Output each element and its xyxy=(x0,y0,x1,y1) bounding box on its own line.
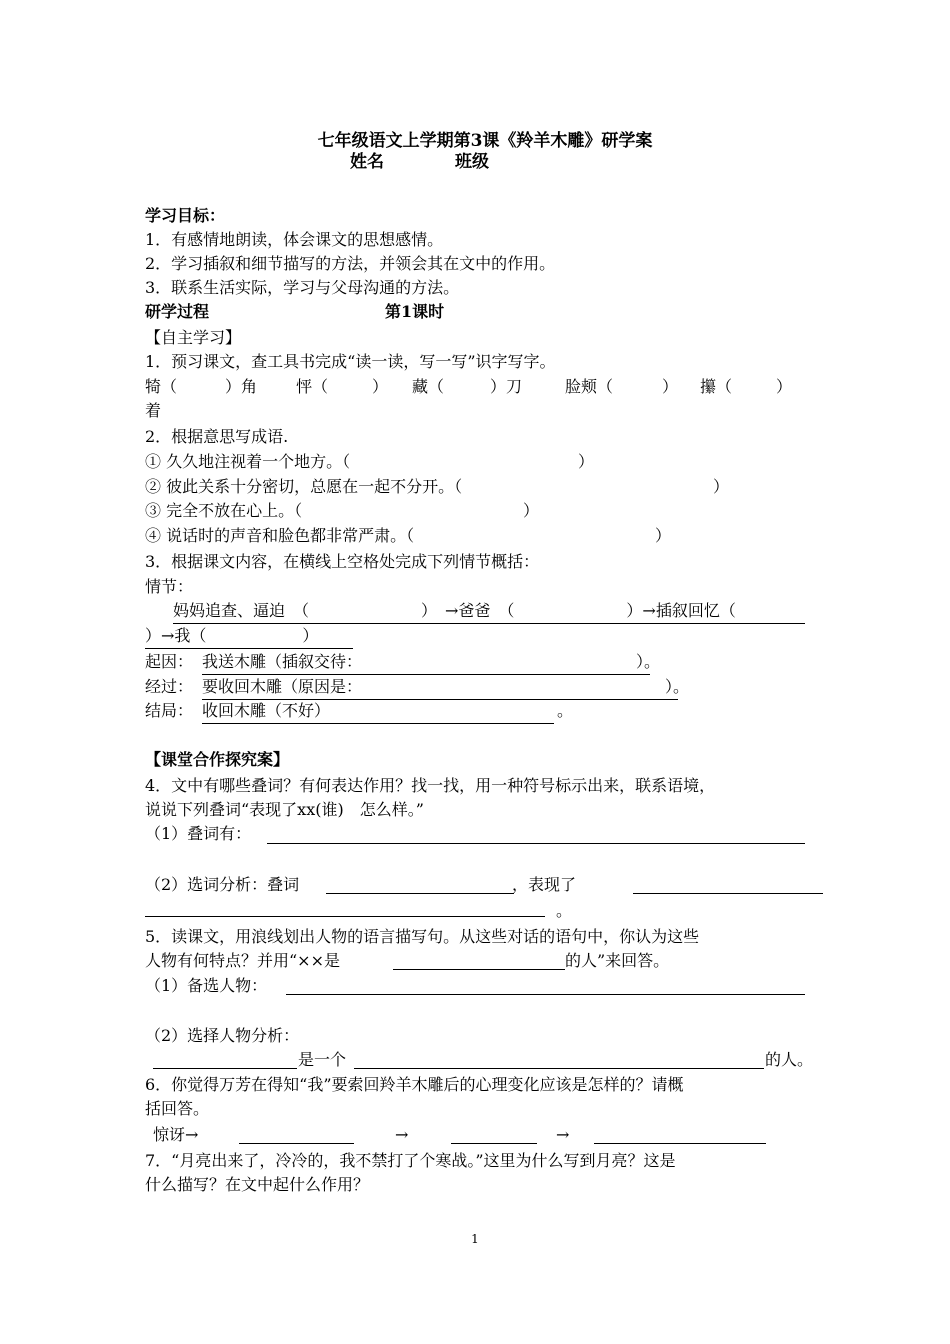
process-step-label: 经过： xyxy=(145,677,194,696)
cause-text: 我送木雕（插叙交待： xyxy=(202,650,650,675)
question-4-2a: （2）选词分析：叠词 xyxy=(145,875,300,894)
char-item: 犄（ xyxy=(145,377,178,396)
question-5-line-2b: 的人”来回答。 xyxy=(565,951,670,970)
surprise-start: 惊讶→ xyxy=(153,1125,199,1144)
char-tail: 着 xyxy=(145,401,162,420)
plot-label: 情节： xyxy=(145,577,194,596)
close-paren: ） xyxy=(523,501,540,520)
objective-item: 3．联系生活实际，学习与父母沟通的方法。 xyxy=(145,278,460,297)
plot-line-1: 妈妈追查、逼迫 （ ） →爸爸 （ ）→插叙回忆（ xyxy=(173,599,805,624)
question-5-1: （1）备选人物： xyxy=(145,976,268,995)
answer-line[interactable] xyxy=(354,1051,764,1069)
document-title: 七年级语文上学期第3课《羚羊木雕》研学案 xyxy=(317,131,653,151)
answer-line[interactable] xyxy=(153,1051,297,1069)
process-label: 研学过程 xyxy=(145,302,210,321)
lesson-label: 第1课时 xyxy=(385,302,445,321)
question-4-2b: ，表现了 xyxy=(512,875,577,894)
question-4-line-1: 4．文中有哪些叠词？有何表达作用？找一找，用一种符号标示出来，联系语境， xyxy=(145,776,716,795)
process-step-end: ）。 xyxy=(665,677,690,696)
answer-line[interactable] xyxy=(326,876,514,894)
char-item: ）刀 xyxy=(490,377,523,396)
answer-line[interactable] xyxy=(451,1126,537,1144)
char-item: 攥（ xyxy=(700,377,733,396)
objectives-heading: 学习目标： xyxy=(145,206,226,225)
answer-line[interactable] xyxy=(633,876,823,894)
char-item: ） xyxy=(372,377,389,396)
question-7-line-2: 什么描写？在文中起什么作用？ xyxy=(145,1175,370,1194)
plot-line-2: ）→我（ ） xyxy=(145,624,353,649)
answer-line[interactable] xyxy=(239,1126,354,1144)
process-step-text: 要收回木雕（原因是： xyxy=(202,675,678,700)
answer-line[interactable] xyxy=(145,899,545,917)
char-item: 怦（ xyxy=(296,377,329,396)
question-4-1: （1）叠词有： xyxy=(145,824,252,843)
question-4-line-2: 说说下列叠词“表现了xx(谁) 怎么样。” xyxy=(145,800,424,819)
class-label: 班级 xyxy=(455,152,489,172)
objective-item: 1．有感情地朗读，体会课文的思想感情。 xyxy=(145,230,444,249)
self-study-heading: 【自主学习】 xyxy=(145,328,242,347)
char-item: ） xyxy=(662,377,679,396)
idiom-item: ② 彼此关系十分密切，总愿在一起不分开。（ xyxy=(145,477,463,496)
arrow: → xyxy=(395,1125,409,1144)
question-5-line-1: 5．读课文，用浪线划出人物的语言描写句。从这些对话的语句中，你认为这些 xyxy=(145,927,700,946)
cause-end: ）。 xyxy=(636,652,661,671)
question-1: 1．预习课文，查工具书完成“读一读，写一写”识字写字。 xyxy=(145,352,556,371)
idiom-item: ④ 说话时的声音和脸色都非常严肃。（ xyxy=(145,526,415,545)
question-5-line-2a: 人物有何特点？并用“××是 xyxy=(145,951,340,970)
idiom-item: ③ 完全不放在心上。（ xyxy=(145,501,303,520)
result-end: 。 xyxy=(557,701,574,720)
question-6-line-1: 6．你觉得万芳在得知“我”要索回羚羊木雕后的心理变化应该是怎样的？请概 xyxy=(145,1075,684,1094)
char-item: ） xyxy=(776,377,793,396)
answer-line[interactable] xyxy=(286,977,805,995)
page-number: 1 xyxy=(471,1232,479,1246)
question-3: 3．根据课文内容，在横线上空格处完成下列情节概括： xyxy=(145,552,540,571)
arrow: → xyxy=(556,1125,570,1144)
idiom-item: ① 久久地注视着一个地方。（ xyxy=(145,452,351,471)
name-label: 姓名 xyxy=(350,152,384,172)
char-item: ）角 xyxy=(225,377,258,396)
close-paren: ） xyxy=(655,526,672,545)
is-a-label: 是一个 xyxy=(298,1050,347,1069)
period: 。 xyxy=(556,901,573,920)
person-end: 的人。 xyxy=(765,1050,814,1069)
answer-line[interactable] xyxy=(393,952,565,970)
answer-line[interactable] xyxy=(267,826,805,844)
question-2: 2．根据意思写成语. xyxy=(145,427,289,446)
answer-line[interactable] xyxy=(594,1126,766,1144)
question-6-line-2: 括回答。 xyxy=(145,1099,210,1118)
close-paren: ） xyxy=(713,477,730,496)
close-paren: ） xyxy=(578,452,595,471)
result-text: 收回木雕（不好） xyxy=(202,699,554,724)
coop-heading: 【课堂合作探究案】 xyxy=(145,750,290,769)
result-label: 结局： xyxy=(145,701,194,720)
objective-item: 2．学习插叙和细节描写的方法，并领会其在文中的作用。 xyxy=(145,254,556,273)
question-5-2: （2）选择人物分析： xyxy=(145,1026,300,1045)
char-item: 脸颊（ xyxy=(565,377,614,396)
cause-label: 起因： xyxy=(145,652,194,671)
question-7-line-1: 7．“月亮出来了，冷冷的，我不禁打了个寒战。”这里为什么写到月亮？这是 xyxy=(145,1151,676,1170)
char-item: 藏（ xyxy=(412,377,445,396)
